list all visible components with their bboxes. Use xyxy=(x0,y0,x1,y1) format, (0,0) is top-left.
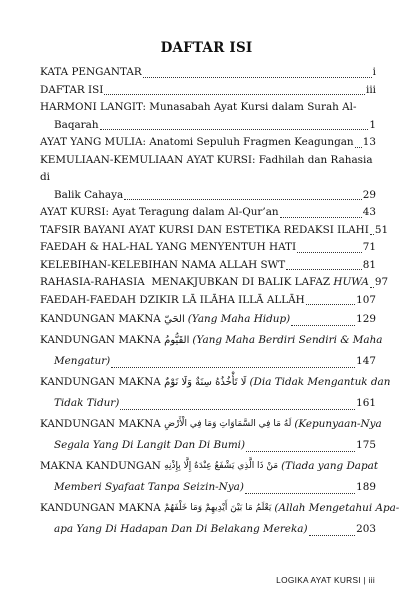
toc-entry-title-italic: (Allah Mengetahui Apa- xyxy=(274,502,400,514)
toc-entry[interactable] xyxy=(40,456,379,498)
toc-page-number: 71 xyxy=(362,241,376,253)
toc-page-number: 129 xyxy=(356,313,376,325)
toc-entry-prefix: KANDUNGAN MAKNA xyxy=(40,313,165,325)
toc-entry-title: FAEDAH-FAEDAH DZIKIR LĀ ILĀHA ILLĀ ALLĀH xyxy=(40,293,305,306)
arabic-phrase: مَنْ ذَا الَّذِي يَشْفَعُ عِنْدَهُ إِلَّا بِإِذْنِهِ xyxy=(164,461,279,471)
toc-entry-title-continued: Balik Cahaya xyxy=(54,188,124,201)
arabic-phrase: القَيُّومُ xyxy=(164,335,190,346)
arabic-phrase: لَا تَأْخُذُهُ سِنَةٌ وَلَا نَوْمٌ xyxy=(164,377,247,388)
toc-entry[interactable] xyxy=(40,330,383,372)
toc-entry-title-italic: (Tiada yang Dapat xyxy=(281,460,379,472)
toc-page-number: 43 xyxy=(362,206,376,218)
toc-entry[interactable] xyxy=(40,292,376,310)
toc-entry[interactable] xyxy=(40,82,376,100)
toc-entry-title: FAEDAH & HAL-HAL YANG MENYENTUH HATI xyxy=(40,241,297,253)
toc-entry[interactable] xyxy=(40,257,376,275)
toc-entry-title-continued: apa Yang Di Hadapan Dan Di Belakang Mereka) xyxy=(54,523,308,535)
toc-entry[interactable] xyxy=(40,204,376,222)
dot-leader xyxy=(370,233,374,235)
toc-page-number: 97 xyxy=(374,276,389,288)
dot-leader xyxy=(120,408,355,410)
toc-entry-title: RAHASIA-RAHASIA MENAKJUBKAN DI BALIK LAFAZ xyxy=(40,276,334,288)
toc-entry-title-italic: (Dia Tidak Mengantuk dan xyxy=(249,376,391,388)
toc-page-number: 107 xyxy=(356,293,376,306)
toc-page-number: 161 xyxy=(356,397,376,409)
arabic-phrase: يَعْلَمُ مَا بَيْنَ أَيْدِيهِمْ وَمَا خَلْفَهُمْ xyxy=(164,503,272,513)
page-footer: LOGIKA AYAT KURSI | iii xyxy=(276,575,375,585)
toc-entry-title: TAFSIR BAYANI AYAT KURSI DAN ESTETIKA REDAKSI ILAHI xyxy=(40,223,369,236)
toc-entry[interactable] xyxy=(40,309,376,330)
toc-entry-title-continued: Memberi Syafaat Tanpa Seizin-Nya) xyxy=(54,481,244,493)
toc-entry-title: KELEBIHAN-KELEBIHAN NAMA ALLAH SWT xyxy=(40,258,286,271)
dot-leader xyxy=(355,146,362,148)
toc-page-number: 51 xyxy=(374,223,389,236)
dot-leader xyxy=(306,303,355,305)
page-title: DAFTAR ISI xyxy=(160,40,253,56)
dot-leader xyxy=(297,251,362,253)
dot-leader xyxy=(245,492,355,494)
dot-leader xyxy=(104,93,365,95)
toc-entry-title: HARMONI LANGIT: Munasabah Ayat Kursi dalam Surah Al- xyxy=(40,101,357,113)
dot-leader xyxy=(100,128,369,130)
toc-entry[interactable] xyxy=(40,414,382,456)
toc-entry[interactable] xyxy=(40,274,389,292)
toc-page-number: 175 xyxy=(356,439,376,451)
toc-entry-prefix: KANDUNGAN MAKNA xyxy=(40,502,165,514)
toc-entry-prefix: KANDUNGAN MAKNA xyxy=(40,334,165,346)
dot-leader xyxy=(286,268,362,270)
arabic-phrase: الحَيّ xyxy=(164,314,185,325)
dot-leader xyxy=(246,450,355,452)
toc-entry-title: AYAT KURSI: Ayat Teragung dalam Al-Qur’an xyxy=(40,206,279,218)
toc-entry-title-italic: (Kepunyaan-Nya xyxy=(294,418,382,430)
dot-leader xyxy=(280,216,362,218)
toc-entry-title-continued: Tidak Tidur) xyxy=(54,397,120,409)
toc-entry[interactable] xyxy=(40,152,376,205)
toc-entry[interactable] xyxy=(40,222,389,240)
toc-entry[interactable] xyxy=(40,372,391,414)
toc-page-number: iii xyxy=(366,83,376,96)
toc-page-number: 189 xyxy=(356,481,376,493)
toc-entry-title: KATA PENGANTAR xyxy=(40,66,142,78)
table-of-contents xyxy=(40,64,400,540)
toc-entry[interactable] xyxy=(40,134,376,152)
toc-entry-prefix: KANDUNGAN MAKNA xyxy=(40,376,165,388)
toc-entry-title-continued: Mengatur) xyxy=(54,355,111,367)
toc-entry[interactable] xyxy=(40,64,376,82)
dot-leader xyxy=(111,366,355,368)
dot-leader xyxy=(309,534,356,536)
toc-entry[interactable] xyxy=(40,99,376,134)
toc-page-number: 147 xyxy=(356,355,376,367)
toc-entry-prefix: KANDUNGAN MAKNA xyxy=(40,418,165,430)
toc-page-number: 29 xyxy=(362,188,376,201)
toc-page-number: 13 xyxy=(362,136,376,148)
dot-leader xyxy=(291,324,355,326)
toc-page-number: 81 xyxy=(362,258,376,271)
toc-entry-title: DAFTAR ISI xyxy=(40,83,104,96)
toc-entry-title: KEMULIAAN-KEMULIAAN AYAT KURSI: Fadhilah dan Rahasia di xyxy=(40,153,373,183)
dot-leader xyxy=(143,76,372,78)
toc-page-number: i xyxy=(372,66,376,78)
toc-entry-title-italic: HUWA xyxy=(333,276,369,288)
toc-entry-title-continued: Segala Yang Di Langit Dan Di Bumi) xyxy=(54,439,246,451)
dot-leader xyxy=(124,198,362,200)
toc-entry-title-italic: (Yang Maha Berdiri Sendiri & Maha xyxy=(192,334,383,346)
toc-entry-title-italic: (Yang Maha Hidup) xyxy=(187,313,291,325)
toc-entry-prefix: MAKNA KANDUNGAN xyxy=(40,460,165,472)
arabic-phrase: لَهُ مَا فِي السَّمَاوَاتِ وَمَا فِي الْأَرْضِ xyxy=(164,419,292,429)
toc-entry[interactable] xyxy=(40,498,400,540)
toc-entry[interactable] xyxy=(40,239,376,257)
toc-page-number: 203 xyxy=(356,523,376,535)
toc-entry-title-continued: Baqarah xyxy=(54,118,99,131)
toc-page-number: 1 xyxy=(369,118,376,131)
toc-entry-title: AYAT YANG MULIA: Anatomi Sepuluh Fragmen Keagungan xyxy=(40,136,354,148)
dot-leader xyxy=(370,286,374,288)
